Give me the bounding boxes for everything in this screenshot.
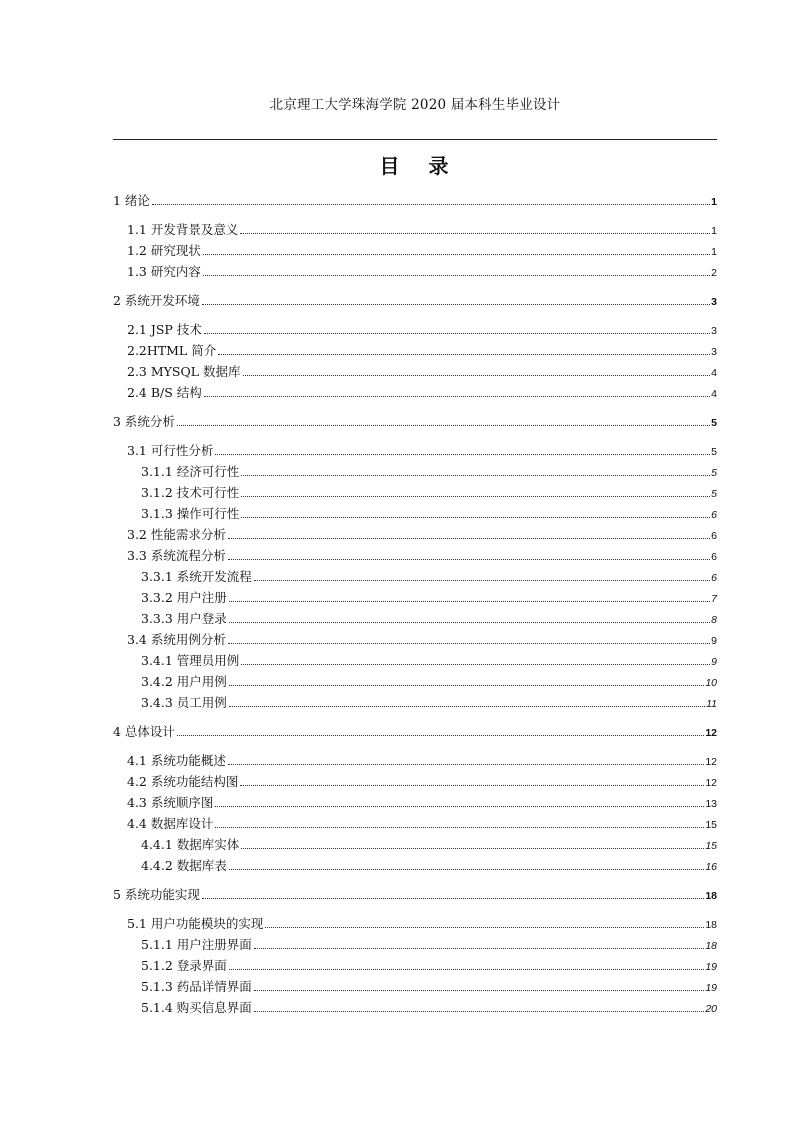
toc-entry[interactable] [113, 440, 717, 461]
dot-leader [215, 827, 704, 828]
toc-entry-label: 4.3 系统顺序图 [127, 795, 214, 810]
toc-entry-page-number: 16 [705, 861, 717, 873]
toc-entry[interactable] [113, 750, 717, 771]
dot-leader [229, 706, 705, 707]
toc-entry[interactable] [113, 976, 717, 997]
toc-entry-page-number: 10 [705, 677, 717, 689]
toc-entry[interactable] [113, 524, 717, 545]
dot-leader [229, 622, 710, 623]
dot-leader [265, 927, 704, 928]
toc-entry[interactable] [113, 955, 717, 976]
dot-leader [229, 601, 710, 602]
toc-entry[interactable] [113, 629, 717, 650]
dot-leader [203, 275, 710, 276]
toc-entry-page-number: 15 [705, 819, 717, 831]
dot-leader [241, 517, 710, 518]
toc-entry-page-number: 13 [705, 798, 717, 810]
toc-entry-label: 3.4.2 用户用例 [141, 674, 227, 689]
dot-leader [254, 990, 705, 991]
toc-entry-page-number: 5 [711, 467, 717, 479]
toc-entry-label: 4.4.2 数据库表 [141, 858, 227, 873]
page-header: 北京理工大学珠海学院 2020 届本科生毕业设计 [269, 97, 561, 113]
toc-entry-page-number: 7 [711, 593, 717, 605]
toc-entry-label: 1 绪论 [113, 193, 150, 208]
toc-entry-page-number: 8 [711, 614, 717, 626]
toc-entry[interactable] [113, 771, 717, 792]
header-rule [113, 139, 717, 140]
toc-entry-label: 1.2 研究现状 [127, 243, 201, 258]
toc-entry[interactable] [113, 813, 717, 834]
toc-entry-page-number: 18 [705, 919, 717, 931]
toc-entry-label: 5.1.4 购买信息界面 [141, 1000, 252, 1015]
toc-entry-page-number: 4 [711, 367, 717, 379]
toc-entry-label: 3.1 可行性分析 [127, 443, 214, 458]
toc-entry-label: 2.4 B/S 结构 [127, 385, 202, 400]
toc-entry-page-number: 6 [711, 551, 717, 563]
toc-entry-page-number: 6 [711, 509, 717, 521]
toc-entry-label: 3.2 性能需求分析 [127, 527, 226, 542]
dot-leader [215, 454, 710, 455]
toc-entry-label: 4.2 系统功能结构图 [127, 774, 239, 789]
toc-entry-label: 3.1.1 经济可行性 [141, 464, 240, 479]
toc-entry[interactable] [113, 190, 717, 211]
toc-entry[interactable] [113, 319, 717, 340]
toc-entry[interactable] [113, 240, 717, 261]
toc-entry-page-number: 5 [711, 488, 717, 500]
toc-entry-page-number: 6 [711, 530, 717, 542]
dot-leader [240, 233, 710, 234]
toc-entry-label: 3.4.3 员工用例 [141, 695, 227, 710]
toc-entry[interactable] [113, 834, 717, 855]
toc-entry-page-number: 3 [711, 346, 717, 358]
toc-entry-label: 2.3 MYSQL 数据库 [127, 364, 241, 379]
toc-entry-label: 5.1 用户功能模块的实现 [127, 916, 264, 931]
toc-entry-label: 4 总体设计 [113, 724, 175, 739]
dot-leader [204, 396, 710, 397]
dot-leader [202, 304, 710, 305]
dot-leader [254, 1011, 705, 1012]
toc-entry-page-number: 9 [711, 656, 717, 668]
toc-entry[interactable] [113, 650, 717, 671]
dot-leader [228, 643, 710, 644]
dot-leader [229, 685, 705, 686]
toc-entry-page-number: 19 [705, 961, 717, 973]
table-of-contents [113, 190, 717, 1018]
dot-leader [241, 496, 710, 497]
toc-entry-label: 4.4 数据库设计 [127, 816, 214, 831]
toc-entry-label: 2 系统开发环境 [113, 293, 200, 308]
toc-entry-label: 3.3.1 系统开发流程 [141, 569, 252, 584]
toc-entry-page-number: 12 [705, 727, 717, 739]
toc-entry-page-number: 6 [711, 572, 717, 584]
toc-entry[interactable] [113, 721, 717, 742]
toc-entry-page-number: 15 [705, 840, 717, 852]
toc-entry[interactable] [113, 461, 717, 482]
toc-entry-page-number: 5 [711, 417, 717, 429]
toc-entry[interactable] [113, 545, 717, 566]
toc-entry-page-number: 11 [706, 698, 717, 710]
dot-leader [240, 785, 704, 786]
dot-leader [203, 254, 710, 255]
dot-leader [254, 580, 710, 581]
dot-leader [254, 948, 705, 949]
toc-entry[interactable] [113, 884, 717, 905]
dot-leader [228, 538, 710, 539]
toc-entry[interactable] [113, 361, 717, 382]
toc-entry-page-number: 1 [711, 196, 717, 208]
toc-entry[interactable] [113, 261, 717, 282]
dot-leader [202, 898, 704, 899]
toc-entry-label: 3.4 系统用例分析 [127, 632, 226, 647]
toc-entry-label: 3.3 系统流程分析 [127, 548, 226, 563]
toc-entry-page-number: 12 [705, 777, 717, 789]
toc-entry[interactable] [113, 340, 717, 361]
toc-entry-page-number: 3 [711, 325, 717, 337]
toc-entry-label: 5 系统功能实现 [113, 887, 200, 902]
toc-entry-label: 4.4.1 数据库实体 [141, 837, 240, 852]
toc-entry[interactable] [113, 566, 717, 587]
toc-entry[interactable] [113, 219, 717, 240]
toc-entry-label: 5.1.1 用户注册界面 [141, 937, 252, 952]
toc-entry-page-number: 18 [705, 890, 717, 902]
toc-entry-label: 3.4.1 管理员用例 [141, 653, 240, 668]
dot-leader [228, 764, 704, 765]
toc-entry-label: 5.1.3 药品详情界面 [141, 979, 252, 994]
dot-leader [204, 333, 710, 334]
toc-entry-page-number: 1 [711, 246, 717, 258]
toc-entry-page-number: 1 [711, 225, 717, 237]
toc-entry-label: 3.3.2 用户注册 [141, 590, 227, 605]
toc-entry-page-number: 2 [711, 267, 717, 279]
dot-leader [152, 204, 710, 205]
toc-entry[interactable] [113, 503, 717, 524]
toc-entry-label: 3.1.3 操作可行性 [141, 506, 240, 521]
toc-entry[interactable] [113, 997, 717, 1018]
toc-entry[interactable] [113, 587, 717, 608]
dot-leader [243, 375, 711, 376]
toc-entry-page-number: 3 [711, 296, 717, 308]
toc-entry-page-number: 20 [705, 1003, 717, 1015]
dot-leader [177, 425, 710, 426]
dot-leader [177, 735, 704, 736]
toc-entry-page-number: 18 [705, 940, 717, 952]
dot-leader [241, 664, 710, 665]
toc-entry-page-number: 12 [705, 756, 717, 768]
dot-leader [218, 354, 710, 355]
dot-leader [215, 806, 704, 807]
toc-entry[interactable] [113, 692, 717, 713]
toc-entry-label: 2.1 JSP 技术 [127, 322, 202, 337]
toc-entry-page-number: 9 [711, 635, 717, 647]
dot-leader [228, 559, 710, 560]
dot-leader [241, 475, 710, 476]
toc-entry[interactable] [113, 671, 717, 692]
toc-entry-page-number: 5 [711, 446, 717, 458]
toc-entry-label: 2.2HTML 简介 [127, 343, 217, 358]
toc-entry[interactable] [113, 482, 717, 503]
toc-entry[interactable] [113, 290, 717, 311]
toc-entry[interactable] [113, 411, 717, 432]
dot-leader [229, 969, 705, 970]
toc-entry[interactable] [113, 913, 717, 934]
toc-entry-label: 1.1 开发背景及意义 [127, 222, 239, 237]
toc-entry[interactable] [113, 608, 717, 629]
toc-entry-page-number: 4 [711, 388, 717, 400]
dot-leader [229, 869, 705, 870]
toc-entry[interactable] [113, 382, 717, 403]
toc-entry[interactable] [113, 792, 717, 813]
toc-entry-label: 4.1 系统功能概述 [127, 753, 226, 768]
toc-entry-label: 3.3.3 用户登录 [141, 611, 227, 626]
toc-entry[interactable] [113, 934, 717, 955]
toc-entry-label: 1.3 研究内容 [127, 264, 201, 279]
toc-entry-label: 5.1.2 登录界面 [141, 958, 227, 973]
toc-entry[interactable] [113, 855, 717, 876]
toc-entry-label: 3.1.2 技术可行性 [141, 485, 240, 500]
toc-entry-page-number: 19 [705, 982, 717, 994]
dot-leader [241, 848, 704, 849]
toc-title: 目 录 [379, 154, 451, 178]
toc-entry-label: 3 系统分析 [113, 414, 175, 429]
